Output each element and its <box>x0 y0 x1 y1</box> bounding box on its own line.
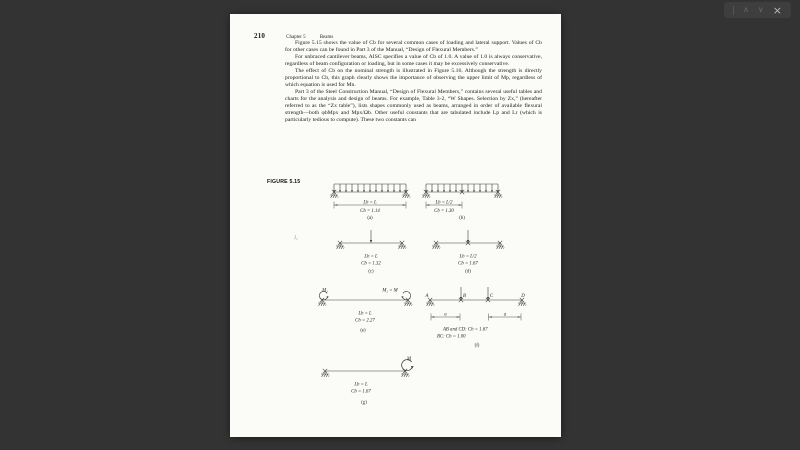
diagram-tag: (d) <box>465 269 471 275</box>
unbraced-length-label: Lb = L <box>354 382 368 388</box>
pin-support-icon <box>321 372 329 377</box>
beam-diagram-d <box>432 230 504 275</box>
diagram-tag: (c) <box>368 269 374 275</box>
pin-support-icon <box>404 301 412 306</box>
diagram-tag: (a) <box>367 216 373 221</box>
cb-segment-label-2: BC: Cb = 1.00 <box>437 334 466 340</box>
close-button[interactable] <box>773 5 782 16</box>
unbraced-length-label: Lb = L <box>363 200 377 206</box>
cb-value-label: Cb = 1.30 <box>434 208 454 214</box>
diagram-tag: (g) <box>361 400 367 406</box>
cb-value-label: Cb = 2.27 <box>355 318 375 324</box>
beam-diagram-c <box>336 230 406 275</box>
diagram-tag: (b) <box>459 216 465 221</box>
paragraph-1: Figure 5.15 shows the value of Cb for several common cases of loading and lateral support. Values of Cb for other cases can be found in Part 3 of the Manual, “Design of Flexural Members.” <box>285 40 542 53</box>
moment-arrow-icon <box>401 291 410 299</box>
pin-support-icon <box>318 301 326 306</box>
unbraced-length-label: Lb = L/2 <box>459 254 477 260</box>
pin-support-icon <box>494 193 502 198</box>
cb-value-label: Cb = 1.14 <box>360 208 380 214</box>
pin-support-icon <box>401 372 409 377</box>
pin-support-icon <box>336 244 344 249</box>
pin-support-icon <box>422 193 430 198</box>
toolbar-divider <box>733 6 734 15</box>
pin-support-icon <box>432 244 440 249</box>
cb-value-label: Cb = 1.32 <box>361 261 381 267</box>
moment-m2-label: M₂ = M <box>382 288 398 294</box>
pin-support-icon <box>402 193 410 198</box>
pin-support-icon <box>330 193 338 198</box>
dim-a-label: a <box>503 312 507 318</box>
point-load-icon <box>467 230 469 243</box>
point-a-label: A <box>425 294 429 299</box>
pin-support-icon <box>398 244 406 249</box>
chevron-up-icon: ∧ <box>743 5 749 14</box>
uniform-load-icon <box>333 184 406 192</box>
point-load-icon <box>460 287 462 300</box>
nav-down-button[interactable] <box>758 6 764 14</box>
beam-diagram-b <box>422 184 502 221</box>
diagram-tag: (f) <box>474 343 480 349</box>
margin-note: I₂ <box>294 236 298 241</box>
point-d-label: D <box>521 294 525 299</box>
body-text <box>285 40 542 124</box>
point-load-icon <box>487 287 489 300</box>
point-b-label: B <box>463 294 466 299</box>
paragraph-2: For unbraced cantilever beams, AISC specifies a value of Cb of 1.0. A value of 1.0 is always conservative, regardless of beam configuration or loading, but in some cases it may be excessively conservative. <box>285 54 542 67</box>
paragraph-4: Part 3 of the Steel Construction Manual, “Design of Flexural Members,” contains several useful tables and charts for the analysis and design of beams. For example, Table 3-2, “W Shapes. Selection by Zx,” (hereafter referred to as the “Zx table”), lists shapes commonly used as beams, arranged in order of available flexural strength—both φbMpx and Mpx/Ωb. Other useful constants that are tabulated include Lp and Lr (which is particularly tedious to compute). These two constants can <box>285 89 542 123</box>
unbraced-length-label: Lb = L <box>358 311 372 317</box>
beam-diagram-e <box>318 289 412 334</box>
moment-m1-label: M₁ <box>322 288 328 294</box>
pin-support-icon <box>518 301 526 306</box>
pin-support-icon <box>496 244 504 249</box>
moment-m-label: M <box>407 357 411 362</box>
uniform-load-icon <box>425 184 498 192</box>
diagram-tag: (e) <box>360 328 366 334</box>
beam-diagram-a <box>330 184 410 221</box>
viewer-toolbar <box>724 2 791 18</box>
pin-support-icon <box>426 301 434 306</box>
paragraph-3: The effect of Cb on the nominal strength is illustrated in Figure 5.16. Although the strength is directly proportional to Cb, this graph clearly shows the importance of observing the upper limit of Mp, regardless of which equation is used for Mn. <box>285 68 542 88</box>
beam-diagram-f <box>425 287 527 349</box>
dim-a-label: a <box>444 312 447 318</box>
chapter-label: Chapter 5 <box>286 35 306 40</box>
beam-diagram-g <box>321 357 414 406</box>
close-icon: × <box>772 3 782 17</box>
document-page <box>230 14 561 437</box>
point-c-label: C <box>489 294 494 299</box>
page-number: 210 <box>254 32 266 40</box>
figure-diagrams <box>230 180 561 425</box>
unbraced-length-label: Lb = L/2 <box>435 200 453 206</box>
cb-segment-label-1: AB and CD: Cb = 1.67 <box>443 327 488 333</box>
cb-value-label: Cb = 1.67 <box>458 261 478 267</box>
figure-label: FIGURE 5.15 <box>267 179 301 185</box>
point-load-icon <box>370 230 372 243</box>
nav-up-button[interactable] <box>743 6 749 14</box>
chevron-down-icon: ∨ <box>757 5 764 14</box>
unbraced-length-label: Lb = L <box>364 254 378 260</box>
cb-value-label: Cb = 1.67 <box>351 389 371 395</box>
chapter-title: Beams <box>319 35 334 40</box>
